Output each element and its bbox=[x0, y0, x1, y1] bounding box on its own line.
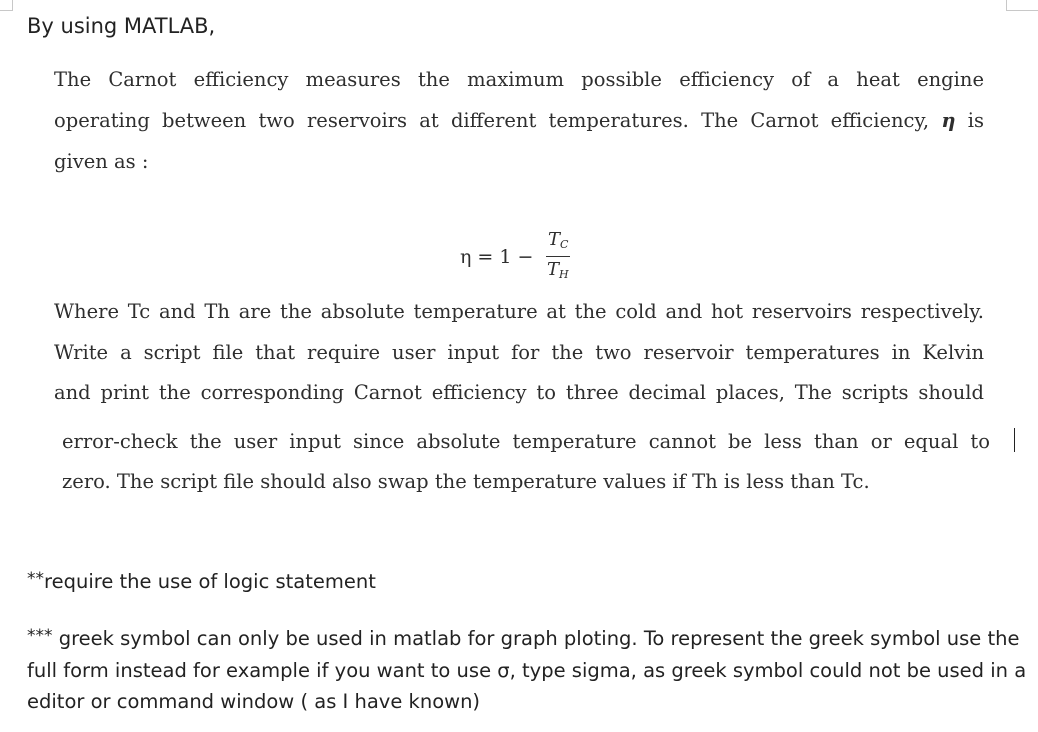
note-stars: *** bbox=[27, 626, 53, 646]
note-greek-line: editor or command window ( as I have known) bbox=[27, 690, 481, 713]
numerator-symbol: T bbox=[548, 229, 561, 250]
equation-numerator bbox=[548, 229, 568, 251]
paragraph1-line-tail: is bbox=[967, 109, 984, 132]
paragraph1-line-text: operating between two reservoirs at different temperatures. The Carnot efficiency, bbox=[54, 109, 930, 132]
note-text: require the use of logic statement bbox=[44, 570, 376, 593]
heading: By using MATLAB, bbox=[27, 14, 216, 38]
paragraph1-line: given as : bbox=[54, 150, 149, 173]
note-text: greek symbol can only be used in matlab for graph ploting. To represent the greek symbol use the bbox=[52, 627, 1020, 650]
note-greek-line: full form instead for example if you want to use σ, type sigma, as greek symbol could not be used in a bbox=[27, 659, 1027, 682]
carnot-equation bbox=[460, 229, 600, 289]
eta-symbol: η bbox=[941, 109, 956, 132]
paragraph3-line: error-check the user input since absolute temperature cannot be less than or equal to bbox=[62, 430, 990, 453]
numerator-subscript: C bbox=[560, 238, 569, 251]
page-corner-mark-left bbox=[0, 0, 13, 11]
fraction-bar bbox=[546, 256, 570, 257]
note-stars: ** bbox=[27, 569, 44, 589]
text-cursor bbox=[1014, 428, 1015, 452]
note-greek-line bbox=[27, 626, 1020, 650]
denominator-subscript: H bbox=[559, 268, 569, 281]
denominator-symbol: T bbox=[547, 259, 560, 280]
note-logic-statement bbox=[27, 569, 376, 593]
paragraph2-line: and print the corresponding Carnot efficiency to three decimal places, The scripts should bbox=[54, 381, 984, 404]
paragraph2-line: Write a script file that require user input for the two reservoir temperatures in Kelvin bbox=[54, 341, 984, 364]
paragraph1-line bbox=[54, 109, 984, 132]
equation-lhs: η = 1 − bbox=[460, 246, 534, 268]
page-corner-mark-right bbox=[1006, 0, 1038, 11]
paragraph3-line: zero. The script file should also swap the temperature values if Th is less than Tc. bbox=[62, 470, 870, 493]
paragraph1-line: The Carnot efficiency measures the maximum possible efficiency of a heat engine bbox=[54, 68, 984, 91]
equation-denominator bbox=[547, 259, 569, 281]
paragraph2-line: Where Tc and Th are the absolute temperature at the cold and hot reservoirs respectively. bbox=[54, 300, 984, 323]
